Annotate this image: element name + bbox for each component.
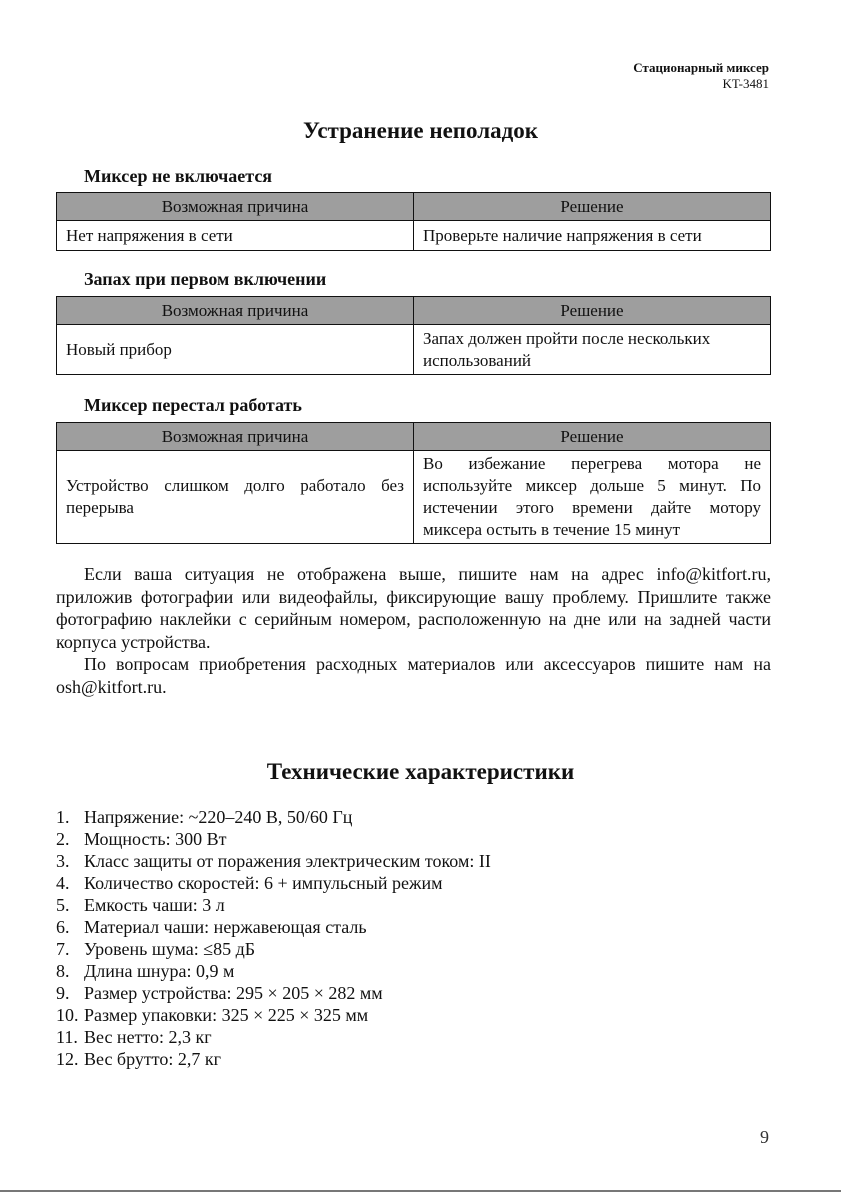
solution-column-header: Решение [414, 193, 771, 221]
spec-item [56, 1026, 491, 1048]
spec-text: Вес брутто: 2,7 кг [84, 1049, 221, 1069]
spec-text: Емкость чаши: 3 л [84, 895, 225, 915]
spec-number: 3. [56, 851, 70, 871]
spec-text: Размер устройства: 295 × 205 × 282 мм [84, 983, 383, 1003]
problem-heading: Миксер не включается [84, 166, 273, 186]
spec-number: 12. [56, 1049, 79, 1069]
spec-number: 8. [56, 961, 70, 981]
cause-column-header: Возможная причина [57, 423, 414, 451]
product-name: Стационарный миксер [633, 60, 769, 75]
spec-text: Длина шнура: 0,9 м [84, 961, 235, 981]
specs-list [56, 806, 491, 1070]
spec-text: Мощность: 300 Вт [84, 829, 227, 849]
cause-column-header: Возможная причина [57, 297, 414, 325]
spec-text: Напряжение: ~220–240 В, 50/60 Гц [84, 807, 353, 827]
spec-number: 11. [56, 1027, 78, 1047]
spec-number: 9. [56, 983, 70, 1003]
spec-item [56, 850, 491, 872]
spec-text: Размер упаковки: 325 × 225 × 325 мм [84, 1005, 369, 1025]
page-header [633, 60, 769, 92]
solution-column-header: Решение [414, 297, 771, 325]
spec-text: Класс защиты от поражения электрическим током: II [84, 851, 491, 871]
spec-item [56, 938, 491, 960]
cause-cell: Новый прибор [57, 325, 414, 375]
specs-title: Технические характеристики [266, 759, 575, 784]
spec-text: Уровень шума: ≤85 дБ [84, 939, 256, 959]
spec-number: 5. [56, 895, 70, 915]
spec-number: 4. [56, 873, 70, 893]
solution-cell: Запах должен пройти после нескольких использований [414, 325, 771, 375]
spec-item [56, 806, 491, 828]
solution-cell: Во избежание перегрева мотора не используйте миксер дольше 5 минут. По истечении этого времени дайте мотору миксера остыть в течение 15 минут [414, 451, 771, 544]
contact-paragraph: По вопросам приобретения расходных материалов или аксессуаров пишите нам на osh@kitfort.ru. [56, 654, 771, 697]
page-number: 9 [760, 1127, 769, 1147]
spec-item [56, 872, 491, 894]
cause-cell: Устройство слишком долго работало без перерыва [57, 451, 414, 544]
cause-column-header: Возможная причина [57, 193, 414, 221]
contact-paragraph: Если ваша ситуация не отображена выше, пишите нам на адрес info@kitfort.ru, приложив фотографии или видеофайлы, фиксирующие вашу проблему. Пришлите также фотографию наклейки с серийным номером, расположенную на дне или на задней части корпуса устройства. [56, 564, 771, 652]
spec-number: 6. [56, 917, 70, 937]
spec-item [56, 828, 491, 850]
solution-cell: Проверьте наличие напряжения в сети [414, 221, 771, 251]
page-bottom-divider [0, 1190, 841, 1192]
spec-item [56, 960, 491, 982]
spec-item [56, 1048, 491, 1070]
spec-item [56, 916, 491, 938]
troubleshooting-title: Устранение неполадок [302, 118, 539, 143]
cause-cell: Нет напряжения в сети [57, 221, 414, 251]
spec-number: 2. [56, 829, 70, 849]
spec-number: 1. [56, 807, 70, 827]
spec-number: 7. [56, 939, 70, 959]
troubleshooting-table [56, 192, 771, 251]
problem-heading: Запах при первом включении [84, 269, 327, 289]
spec-text: Материал чаши: нержавеющая сталь [84, 917, 367, 937]
spec-number: 10. [56, 1005, 79, 1025]
spec-item [56, 1004, 491, 1026]
troubleshooting-table [56, 296, 771, 375]
model-number: KT-3481 [722, 76, 769, 91]
spec-item [56, 982, 491, 1004]
spec-item [56, 894, 491, 916]
troubleshooting-table [56, 422, 771, 544]
spec-text: Количество скоростей: 6 + импульсный режим [84, 873, 443, 893]
solution-column-header: Решение [414, 423, 771, 451]
problem-heading: Миксер перестал работать [84, 395, 302, 415]
spec-text: Вес нетто: 2,3 кг [84, 1027, 212, 1047]
contact-paragraphs [56, 563, 771, 698]
